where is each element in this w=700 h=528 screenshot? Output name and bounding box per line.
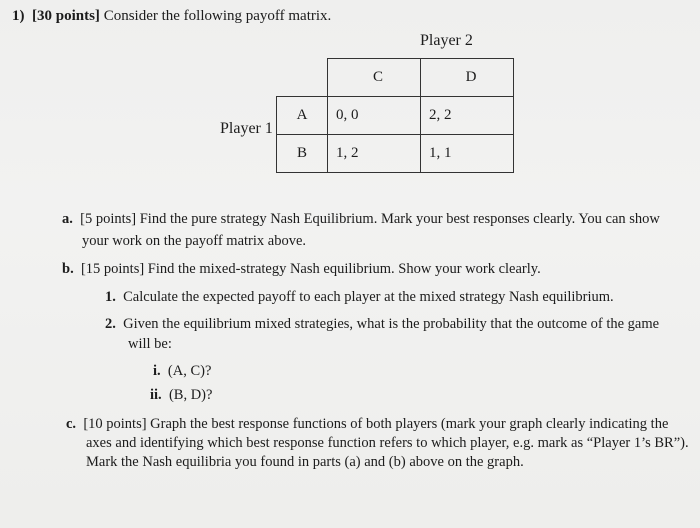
payoff-cell-b-c: 1, 2 — [328, 135, 421, 173]
payoff-cell-b-d: 1, 1 — [421, 135, 514, 173]
payoff-cell-a-d: 2, 2 — [421, 97, 514, 135]
part-b-sub2-line2: will be: — [128, 336, 172, 352]
payoff-cell-a-c: 0, 0 — [328, 97, 421, 135]
part-b-line1 — [62, 258, 541, 280]
payoff-matrix — [276, 58, 514, 173]
column-header-d: D — [421, 59, 514, 97]
part-c-line2: axes and identifying which best response function refers to which player, e.g. mark as “Player 1’s BR”). — [86, 435, 689, 451]
matrix-corner — [277, 59, 328, 97]
roman-i-text: (A, C)? — [167, 363, 212, 379]
row-label-a: A — [277, 97, 328, 135]
roman-ii-label: ii. — [150, 387, 162, 403]
row-label-b: B — [277, 135, 328, 173]
part-b-text1: [15 points] Find the mixed-strategy Nash equilibrium. Show your work clearly. — [80, 261, 541, 277]
part-b-sub1-label: 1. — [105, 289, 116, 305]
part-b-sub2-line1 — [105, 313, 659, 335]
question-intro: Consider the following payoff matrix. — [99, 8, 332, 24]
column-header-c: C — [328, 59, 421, 97]
part-a-line2: your work on the payoff matrix above. — [82, 233, 307, 249]
part-b-roman-i — [153, 360, 211, 382]
question-points: [30 points] — [32, 8, 100, 24]
part-b-roman-ii — [150, 384, 212, 406]
matrix-header-row — [277, 59, 514, 97]
part-b-sub2-label: 2. — [105, 316, 116, 332]
part-b-sub1-text: Calculate the expected payoff to each player at the mixed strategy Nash equilibrium. — [123, 289, 614, 305]
matrix-row-a — [277, 97, 514, 135]
roman-ii-text: (B, D)? — [168, 387, 213, 403]
part-c-text1: [10 points] Graph the best response functions of both players (mark your graph clearly indicating the — [83, 416, 669, 432]
question-number: 1) — [12, 8, 25, 24]
player2-label: Player 2 — [420, 32, 473, 49]
part-c-label: c. — [66, 416, 77, 432]
question-header — [12, 8, 331, 25]
part-c-line3: Mark the Nash equilibria you found in parts (a) and (b) above on the graph. — [86, 454, 524, 470]
part-a-label: a. — [62, 211, 73, 227]
part-a-line1 — [62, 208, 660, 230]
part-b-sub1 — [105, 286, 614, 308]
roman-i-label: i. — [153, 363, 161, 379]
part-a-text1: [5 points] Find the pure strategy Nash Equilibrium. Mark your best responses clearly. You can show — [80, 211, 660, 227]
matrix-row-b — [277, 135, 514, 173]
part-b-label: b. — [62, 261, 74, 277]
player1-label: Player 1 — [220, 120, 273, 137]
part-b-sub2-text1: Given the equilibrium mixed strategies, what is the probability that the outcome of the game — [123, 316, 660, 332]
